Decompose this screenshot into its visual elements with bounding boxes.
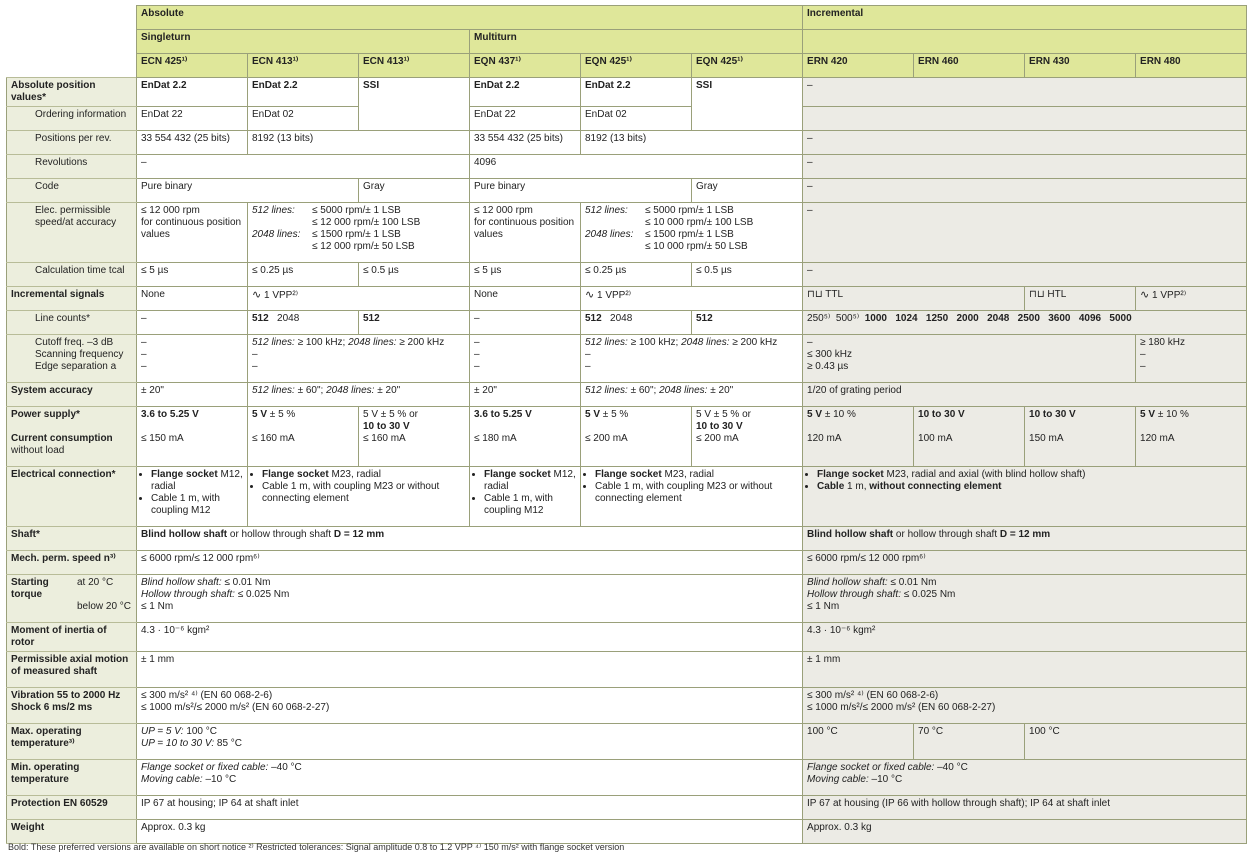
row-label-at20: at 20 °C — [77, 577, 114, 588]
cell: 150 mA — [1029, 433, 1064, 444]
cell: D = 12 mm — [333, 529, 385, 540]
cell: 1000 1024 1250 2000 2048 2500 3600 4096 5000 — [864, 313, 1132, 324]
cell: ± 5 % — [269, 409, 296, 420]
cell: ≤ 180 mA — [474, 433, 517, 444]
cell: – — [137, 155, 470, 179]
cell: 2048 lines: — [348, 337, 397, 348]
cell: 1 VPP²⁾ — [597, 290, 632, 301]
cell: ≤ 5 µs — [137, 263, 248, 287]
cell: ≤ 1000 m/s²/≤ 2000 m/s² (EN 60 068-2-27) — [141, 702, 330, 713]
cell: ≤ 150 mA — [141, 433, 184, 444]
cell: Cable — [817, 481, 845, 492]
cell: M12, radial — [484, 469, 576, 492]
cell: 120 mA — [1140, 433, 1175, 444]
cell: EnDat 02 — [248, 107, 359, 131]
cell: • Cable 1 m, with coupling M23 or without connecting element — [595, 481, 798, 505]
cell: ≤ 300 m/s² ⁴⁾ (EN 60 068-2-6) — [141, 690, 273, 701]
cell: 512 lines: — [585, 205, 628, 216]
square-wave-icon: ⊓⊔ — [807, 289, 823, 300]
cell: ≤ 0.25 µs — [248, 263, 359, 287]
cell: 2048 lines: — [326, 385, 375, 396]
cell: 8192 (13 bits) — [581, 131, 803, 155]
row-label-below20: below 20 °C — [77, 601, 132, 612]
row-label-max-temp: Max. operating temperature³⁾ — [7, 724, 137, 760]
cell: – — [141, 349, 147, 360]
cell: M23, radial and axial (with blind hollow shaft) — [886, 469, 1086, 480]
row-label-abs-pos: Absolute position values* — [7, 78, 137, 107]
cell: 5 V — [696, 409, 712, 420]
row-label-scanning: Scanning frequency — [35, 349, 124, 360]
cell: 1 m, — [847, 481, 867, 492]
cell: Blind hollow shaft: — [141, 577, 222, 588]
row-label-axial: Permissible axial motion of measured shaft — [7, 652, 137, 688]
cell: – — [474, 337, 480, 348]
cell: Pure binary — [137, 179, 359, 203]
cell: 8192 (13 bits) — [248, 131, 470, 155]
cell: M23, radial — [664, 469, 714, 480]
model-header: ECN 425¹⁾ — [137, 54, 248, 78]
cell: 5 V — [1140, 409, 1156, 420]
cell: 33 554 432 (25 bits) — [470, 131, 581, 155]
cell: –10 °C — [205, 774, 237, 785]
cell: 10 to 30 V — [363, 421, 410, 432]
cell: D = 12 mm — [999, 529, 1051, 540]
cell: ± 5 % or — [713, 409, 751, 420]
row-label-ordering: Ordering information — [7, 107, 137, 131]
cell: ≤ 12 000 rpm/± 100 LSB — [312, 217, 421, 228]
cell: 100 °C — [1025, 724, 1247, 760]
cell: – — [1140, 361, 1146, 372]
cell: EnDat 02 — [581, 107, 692, 131]
header-blank — [7, 6, 137, 30]
cell: • Cable 1 m, with coupling M12 — [151, 493, 243, 517]
cell: ≥ 180 kHz — [1140, 337, 1185, 348]
cell: ≤ 300 kHz — [807, 349, 852, 360]
cell: • Cable 1 m, with coupling M23 or without connecting element — [262, 481, 465, 505]
cell: 10 to 30 V — [696, 421, 743, 432]
cell: 250⁵⁾ — [807, 313, 831, 324]
cell: 2048 lines: — [681, 337, 730, 348]
cell: ± 20" — [137, 383, 248, 407]
cell: ± 20" — [377, 385, 401, 396]
row-label-shaft: Shaft* — [7, 527, 137, 551]
cell: Flange socket — [817, 469, 884, 480]
cell: ± 1 mm — [137, 652, 803, 688]
cell: ≤ 6000 rpm/≤ 12 000 rpm⁶⁾ — [137, 551, 803, 575]
spec-table — [6, 5, 1247, 844]
cell: EnDat 2.2 — [470, 78, 581, 107]
cell: ≤ 1 Nm — [141, 601, 174, 612]
cell: Moving cable: — [807, 774, 869, 785]
model-header: ERN 480 — [1136, 54, 1247, 78]
cell: ≤ 6000 rpm/≤ 12 000 rpm⁶⁾ — [803, 551, 1247, 575]
row-label-starting: Starting torque — [11, 577, 49, 600]
model-header: EQN 425¹⁾ — [581, 54, 692, 78]
cell: 512 lines: — [252, 337, 295, 348]
header-incremental: Incremental — [803, 6, 1247, 30]
cell: – — [803, 155, 1247, 179]
cell: Moving cable: — [141, 774, 203, 785]
row-label-system-accuracy: System accuracy — [7, 383, 137, 407]
model-header: EQN 425¹⁾ — [692, 54, 803, 78]
cell: UP = 5 V: — [141, 726, 184, 737]
header-singleturn: Singleturn — [137, 30, 470, 54]
cell: – — [807, 337, 813, 348]
header-absolute: Absolute — [137, 6, 803, 30]
cell: ± 5 % — [602, 409, 629, 420]
cell: 2048 lines: — [659, 385, 708, 396]
cell: 512 — [252, 313, 269, 324]
cell: 120 mA — [807, 433, 842, 444]
cell: EnDat 2.2 — [137, 78, 248, 107]
cell: 2048 — [610, 313, 633, 324]
cell: ≤ 5 µs — [470, 263, 581, 287]
cell: 2048 lines: — [252, 229, 301, 240]
cell: ≥ 200 kHz — [732, 337, 778, 348]
cell: IP 67 at housing; IP 64 at shaft inlet — [137, 796, 803, 820]
cell: – — [803, 203, 1247, 263]
cell: ± 1 mm — [803, 652, 1247, 688]
sine-wave-icon: ∿ — [1140, 289, 1150, 301]
cell: 500⁵⁾ — [835, 313, 860, 324]
model-header: ERN 420 — [803, 54, 914, 78]
cell: ± 20" — [470, 383, 581, 407]
row-label-code: Code — [7, 179, 137, 203]
cell: 4096 — [470, 155, 803, 179]
row-label-inc-signals: Incremental signals — [7, 287, 137, 311]
cell: – — [474, 349, 480, 360]
cell: –10 °C — [871, 774, 903, 785]
cell: ≤ 12 000 rpm — [141, 205, 200, 216]
cell: 5 V — [363, 409, 379, 420]
cell: 3.6 to 5.25 V — [474, 409, 532, 420]
cell: Pure binary — [470, 179, 692, 203]
cell: Flange socket — [484, 469, 551, 480]
cell: ≥ 100 kHz; — [630, 337, 679, 348]
cell: Blind hollow shaft — [807, 529, 894, 540]
cell: EnDat 22 — [470, 107, 581, 131]
cell: ≤ 160 mA — [363, 433, 406, 444]
cell: EnDat 2.2 — [248, 78, 359, 107]
cell: ≤ 10 000 rpm/± 50 LSB — [645, 241, 748, 252]
cell: Flange socket or fixed cable: — [141, 762, 269, 773]
cell: –40 °C — [271, 762, 302, 773]
cell: 3.6 to 5.25 V — [141, 409, 199, 420]
cell: – — [803, 263, 1247, 287]
cell: – — [585, 349, 591, 360]
cell: 2048 lines: — [585, 229, 634, 240]
row-label-elec-conn: Electrical connection* — [7, 467, 137, 527]
cell: ± 5 % or — [380, 409, 418, 420]
cell: TTL — [825, 289, 844, 300]
cell: ≥ 100 kHz; — [297, 337, 346, 348]
cell: – — [803, 78, 1247, 107]
cell: ± 60"; — [297, 385, 324, 396]
cell: Approx. 0.3 kg — [803, 820, 1247, 844]
model-header: EQN 437¹⁾ — [470, 54, 581, 78]
cell: 85 °C — [216, 738, 243, 749]
cell: • Cable 1 m, with coupling M12 — [484, 493, 576, 517]
row-label-vibration: Vibration 55 to 2000 Hz — [11, 690, 121, 701]
header-multiturn: Multiturn — [470, 30, 803, 54]
cell: 2048 — [277, 313, 300, 324]
cell: Flange socket or fixed cable: — [807, 762, 935, 773]
cell: 512 lines: — [252, 385, 295, 396]
cell: 5 V — [807, 409, 823, 420]
row-label-mech-speed: Mech. perm. speed n³⁾ — [7, 551, 137, 575]
cell: or hollow through shaft — [895, 529, 998, 540]
footnote: Bold: These preferred versions are available on short notice ²⁾ Restricted tolerances: Signal amplitude 0.8 to 1.2 VPP ⁴⁾ 150 m/s² with flange socket version — [8, 842, 625, 852]
cell: 1/20 of grating period — [803, 383, 1247, 407]
cell: ≤ 12 000 rpm — [474, 205, 533, 216]
cell: for continuous position values — [474, 217, 575, 240]
cell: ≤ 0.01 Nm — [890, 577, 937, 588]
row-label-protection: Protection EN 60529 — [7, 796, 137, 820]
cell: 10 to 30 V — [1029, 409, 1076, 420]
cell: ≤ 0.25 µs — [581, 263, 692, 287]
cell: ≤ 1 Nm — [807, 601, 840, 612]
row-label-cutoff: Cutoff freq. –3 dB — [35, 337, 114, 348]
cell: None — [137, 287, 248, 311]
model-header: ERN 430 — [1025, 54, 1136, 78]
cell: Approx. 0.3 kg — [137, 820, 803, 844]
cell: for continuous position values — [141, 217, 242, 240]
cell: 70 °C — [914, 724, 1025, 760]
cell: Gray — [692, 179, 803, 203]
cell: ≤ 1500 rpm/± 1 LSB — [645, 229, 734, 240]
cell: – — [252, 361, 258, 372]
cell: ± 20" — [710, 385, 734, 396]
cell: 512 — [359, 311, 470, 335]
cell: M12, radial — [151, 469, 243, 492]
cell: ≤ 0.5 µs — [359, 263, 470, 287]
cell: M23, radial — [331, 469, 381, 480]
row-label-power: Power supply* — [11, 409, 80, 420]
cell: 4.3 · 10⁻⁶ kgm² — [137, 623, 803, 652]
cell: ≤ 5000 rpm/± 1 LSB — [645, 205, 734, 216]
row-label-min-temp: Min. operating temperature — [7, 760, 137, 796]
cell: – — [585, 361, 591, 372]
cell: SSI — [692, 78, 803, 131]
cell: – — [1140, 349, 1146, 360]
cell: Hollow through shaft: — [807, 589, 901, 600]
cell: None — [470, 287, 581, 311]
model-header: ECN 413¹⁾ — [248, 54, 359, 78]
cell: 512 lines: — [585, 385, 628, 396]
cell: – — [803, 179, 1247, 203]
cell: ≤ 200 mA — [696, 433, 739, 444]
square-wave-icon: ⊓⊔ — [1029, 289, 1045, 300]
cell: ≤ 0.5 µs — [692, 263, 803, 287]
cell: ≤ 0.025 Nm — [903, 589, 956, 600]
cell: – — [803, 131, 1247, 155]
cell: ± 10 % — [1157, 409, 1189, 420]
cell: or hollow through shaft — [229, 529, 332, 540]
cell: ≤ 0.025 Nm — [237, 589, 290, 600]
cell: – — [137, 311, 248, 335]
cell: ≤ 1000 m/s²/≤ 2000 m/s² (EN 60 068-2-27) — [807, 702, 996, 713]
cell: ≤ 300 m/s² ⁴⁾ (EN 60 068-2-6) — [807, 690, 939, 701]
row-label-calc: Calculation time tcal — [7, 263, 137, 287]
row-label-shock: Shock 6 ms/2 ms — [11, 702, 93, 713]
row-label-weight: Weight — [7, 820, 137, 844]
row-label-current: Current consumption — [11, 433, 113, 444]
cell: 100 °C — [803, 724, 914, 760]
cell: –40 °C — [937, 762, 968, 773]
cell: ≤ 1500 rpm/± 1 LSB — [312, 229, 401, 240]
cell: Flange socket — [595, 469, 662, 480]
cell: Blind hollow shaft — [141, 529, 228, 540]
cell: ≤ 200 mA — [585, 433, 628, 444]
cell: – — [470, 311, 581, 335]
sine-wave-icon: ∿ — [252, 289, 262, 301]
cell: Blind hollow shaft: — [807, 577, 888, 588]
cell: – — [474, 361, 480, 372]
cell: Gray — [359, 179, 470, 203]
cell: 33 554 432 (25 bits) — [137, 131, 248, 155]
cell: ± 10 % — [824, 409, 856, 420]
row-label-without-load: without load — [11, 445, 65, 456]
sine-wave-icon: ∿ — [585, 289, 595, 301]
cell: EnDat 22 — [137, 107, 248, 131]
row-label-moment: Moment of inertia of rotor — [7, 623, 137, 652]
cell: ≥ 0.43 µs — [807, 361, 849, 372]
cell: ≤ 5000 rpm/± 1 LSB — [312, 205, 401, 216]
row-label-edge: Edge separation a — [35, 361, 117, 372]
cell: – — [252, 349, 258, 360]
cell: SSI — [359, 78, 470, 131]
cell: ≤ 10 000 rpm/± 100 LSB — [645, 217, 754, 228]
row-label-line-counts: Line counts* — [7, 311, 137, 335]
cell: HTL — [1047, 289, 1067, 300]
cell: 1 VPP²⁾ — [1152, 290, 1187, 301]
cell: 512 lines: — [252, 205, 295, 216]
row-label-elec-speed: Elec. permissible speed/at accuracy — [7, 203, 137, 263]
model-header: ERN 460 — [914, 54, 1025, 78]
cell: – — [141, 361, 147, 372]
cell: 100 °C — [186, 726, 217, 737]
row-label-positions: Positions per rev. — [7, 131, 137, 155]
cell: 10 to 30 V — [918, 409, 965, 420]
cell: 5 V — [585, 409, 601, 420]
cell: 4.3 · 10⁻⁶ kgm² — [803, 623, 1247, 652]
cell: Flange socket — [262, 469, 329, 480]
cell: ≤ 12 000 rpm/± 50 LSB — [312, 241, 415, 252]
cell: without connecting element — [869, 481, 1002, 492]
cell: 512 lines: — [585, 337, 628, 348]
cell: Hollow through shaft: — [141, 589, 235, 600]
row-label-revolutions: Revolutions — [7, 155, 137, 179]
cell: ≤ 0.01 Nm — [224, 577, 271, 588]
cell: IP 67 at housing (IP 66 with hollow through shaft); IP 64 at shaft inlet — [803, 796, 1247, 820]
cell: EnDat 2.2 — [581, 78, 692, 107]
cell: ± 60"; — [630, 385, 657, 396]
cell: Flange socket — [151, 469, 218, 480]
cell: ≥ 200 kHz — [399, 337, 445, 348]
cell: 512 — [692, 311, 803, 335]
cell: 100 mA — [918, 433, 953, 444]
cell: UP = 10 to 30 V: — [141, 738, 215, 749]
model-header: ECN 413¹⁾ — [359, 54, 470, 78]
cell: ≤ 160 mA — [252, 433, 295, 444]
cell: 512 — [585, 313, 602, 324]
cell: 5 V — [252, 409, 268, 420]
cell: 1 VPP²⁾ — [264, 290, 299, 301]
cell: – — [141, 337, 147, 348]
